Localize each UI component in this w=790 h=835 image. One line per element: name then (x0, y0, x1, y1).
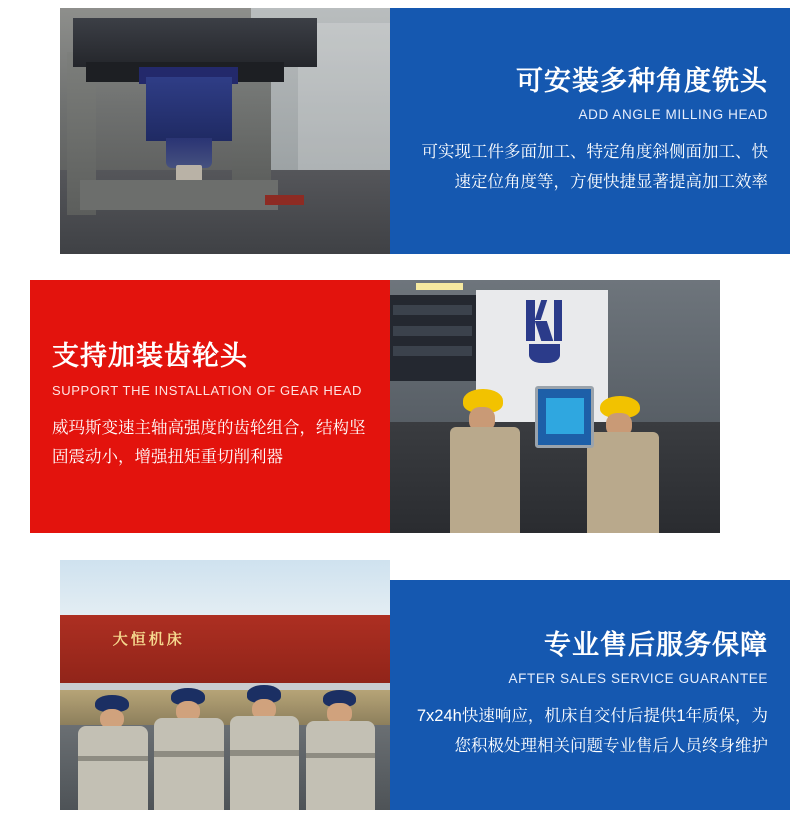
section-2-title-cn: 支持加装齿轮头 (52, 341, 248, 372)
section-1-photo (60, 8, 390, 254)
section-2-body-cn: 威玛斯变速主轴高强度的齿轮组合，结构坚固震动小，增强扭矩重切削利器 (52, 418, 366, 467)
team-member-1 (77, 695, 150, 810)
worker-right (581, 391, 667, 533)
section-angle-milling-head (0, 8, 790, 254)
section-2-photo (390, 280, 720, 533)
machine-brand-logo-icon (522, 300, 575, 366)
machine-hmi-screen (535, 386, 594, 448)
section-after-sales (0, 560, 790, 810)
section-2-text-panel (30, 280, 390, 533)
section-3-title-cn: 专业售后服务保障 (544, 629, 768, 660)
factory-sign-text: 大恒机床 (112, 630, 185, 648)
section-gear-head (0, 280, 790, 533)
team-member-2 (152, 688, 225, 811)
section-3-body-cn: 7x24h快速响应，机床自交付后提供1年质保，为您积极处理相关问题专业售后人员终身维护 (416, 707, 768, 755)
worker-left (443, 386, 529, 533)
section-1-body-cn: 可实现工件多面加工、特定角度斜侧面加工、快速定位角度等，方便快捷显著提高加工效率 (421, 143, 768, 191)
section-1-title-cn: 可安装多种角度铣头 (516, 65, 768, 96)
team-member-3 (228, 685, 301, 810)
section-2-title-en: SUPPORT THE INSTALLATION OF GEAR HEAD (52, 382, 362, 398)
team-member-4 (304, 690, 377, 810)
section-1-title-en: ADD ANGLE MILLING HEAD (578, 107, 768, 123)
section-3-title-en: AFTER SALES SERVICE GUARANTEE (508, 671, 768, 687)
section-1-text-panel (390, 8, 790, 254)
section-3-photo (60, 560, 390, 810)
section-3-text-panel (390, 580, 790, 810)
